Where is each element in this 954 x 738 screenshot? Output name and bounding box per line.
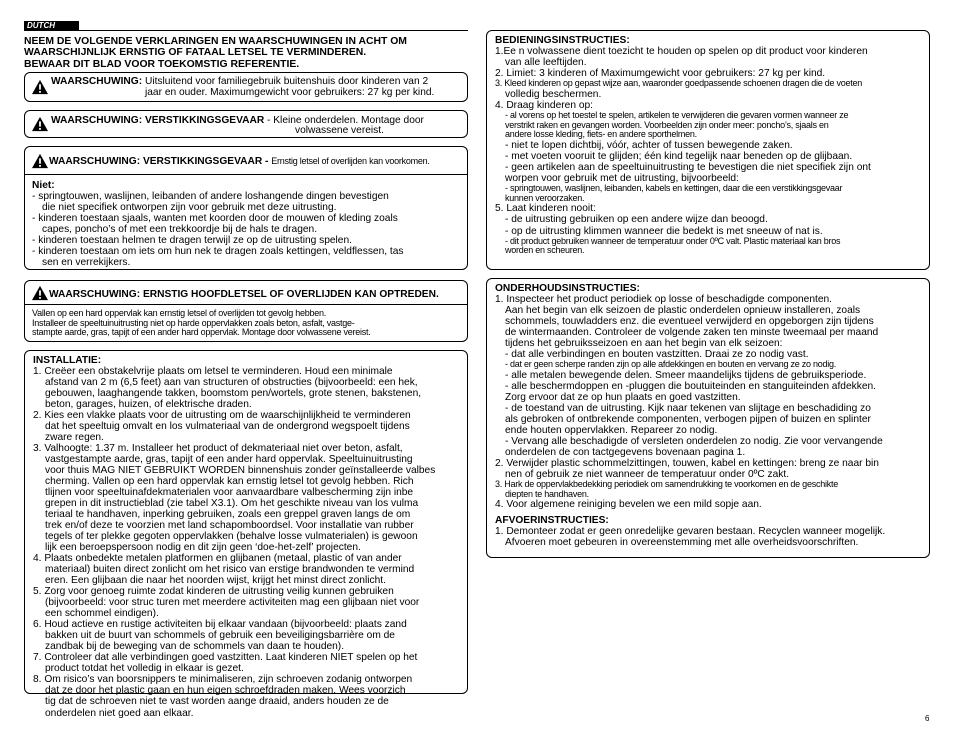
text-line: - dat er geen scherpe randen zijn op alle afdekkingen en bouten en vervang ze zo nodig. <box>505 359 836 370</box>
text-line: - met voeten vooruit te glijden; één kind tegelijk naar beneden op de glijbaan. <box>505 150 853 162</box>
list-item-line: die niet specifiek ontworpen zijn voor gebruik met deze uitrusting. <box>42 202 337 214</box>
text-line: volledig beschermen. <box>505 88 602 100</box>
warning-label: WAARSCHUWING: <box>51 76 143 87</box>
warning-triangle-icon <box>31 79 49 95</box>
text-line: verstrikt raken en gevangen worden. Voorbeelden zijn onder meer: poncho’s, sjaals en <box>505 119 829 130</box>
warning-triangle-icon <box>31 116 49 132</box>
list-item-line: tig dat de schroeven niet te vast worden aange draaid, anders houden ze de <box>45 696 389 708</box>
warning-label: WAARSCHUWING: ERNSTIG HOOFDLETSEL OF OVERLIJDEN KAN OPTREDEN. <box>49 289 439 300</box>
text-line: 1. Demonteer zodat er geen onredelijke gevaren bestaan. Recyclen wanneer mogelijk. <box>495 526 886 538</box>
list-item-line: bakken uit de buurt van schommels of gebruik een beveiligingsbarrière om de <box>45 630 395 642</box>
list-item <box>33 586 463 619</box>
text-line: 3. Kleed kinderen op gepast wijze aan, waaronder goedpassende schoenen dragen die de voeten <box>495 78 863 89</box>
list-item <box>32 191 462 213</box>
installation-list <box>33 366 463 719</box>
list-item-line: - kinderen toestaan sjaals, wanten met koorden door de mouwen of kleding zoals <box>32 213 398 225</box>
list-item-line: eren. Een glijbaan die naar het noorden wijst, krijgt het minst direct zonlicht. <box>45 575 386 587</box>
language-bar <box>24 21 468 31</box>
text-line: diepten te handhaven. <box>505 488 589 499</box>
text-line: worpen voor gebruik met de uitrusting, bijvoorbeeld: <box>505 173 739 185</box>
warning-box-head-injury <box>24 280 468 342</box>
warning-text-line2: volwassene vereist. <box>295 125 384 136</box>
list-item-line: 5. Zorg voor genoeg ruimte zodat kinderen de uitrusting veilig kunnen gebruiken <box>33 586 394 598</box>
list-item-line: grepen in dit instructieblad (zie tabel X3.1). Om het geschikte niveau van los vulma <box>45 498 419 510</box>
operating-list <box>495 46 925 256</box>
text-line: 2. Limiet: 3 kinderen of Maximumgewicht voor gebruikers: 27 kg per kind. <box>495 68 826 80</box>
list-item-line: capes, poncho’s of met een trekkoordje bij de hals te dragen. <box>42 224 318 236</box>
warning-text: - Kleine onderdelen. Montage door <box>267 115 424 126</box>
text-line: - op de uitrusting klimmen wanneer die bedekt is met sneeuw of nat is. <box>505 225 823 237</box>
text-line: nen of gebruik ze niet wanneer de temperatuur onder 0ºC zakt. <box>505 468 790 480</box>
list-item-line: cherming. Vallen op een hard oppervlak kan ernstig letsel tot gevolg hebben. Rich <box>45 476 414 488</box>
operating-title: BEDIENINGSINSTRUCTIES: <box>495 35 630 46</box>
list-item-line: 3. Valhoogte: 1.37 m. Installeer het product of dekmateriaal niet over beton, asfalt, <box>33 443 403 455</box>
list-item-line: beton, garages, huizen, of elektrische draden. <box>45 399 252 411</box>
text-line: 2. Verwijder plastic schommelzittingen, touwen, kabel en kettingen: breng ze naar bin <box>495 457 879 469</box>
warning-text-line2: jaar en ouder. Maximumgewicht voor gebruikers: 27 kg per kind. <box>145 87 435 98</box>
list-item-line: vastgestampte aarde, gras, tapijt of een ander hard oppervlak. Speeltuinuitrusting <box>45 454 413 466</box>
text-line: ende houten oppervlakken. Repareer zo nodig. <box>505 424 718 436</box>
text-line: tijdens het gebruiksseizoen en aan het begin van elk seizoen: <box>505 338 783 350</box>
text-line: van alle leeftijden. <box>505 57 587 69</box>
list-item <box>33 443 463 553</box>
list-item <box>33 366 463 410</box>
warning-text: Uitsluitend voor familiegebruik buitenshuis door kinderen van 2 <box>144 76 429 87</box>
warning-triangle-icon <box>31 153 49 169</box>
text-line: 4. Draag kinderen op: <box>495 99 593 111</box>
warning-text: Ernstig letsel of overlijden kan voorkomen. <box>271 156 430 166</box>
maintenance-title: ONDERHOUDSINSTRUCTIES: <box>495 283 640 294</box>
text-line: 1. Inspecteer het product periodiek op losse of beschadigde componenten. <box>495 294 832 306</box>
list-item-line: - springtouwen, waslijnen, leibanden of andere loshangende dingen bevestigen <box>32 191 389 203</box>
text-line: Zorg ervoor dat ze op hun plaats en goed vastzitten. <box>505 391 741 403</box>
text-line: andere losse kleding, fiets- en andere sporthelmen. <box>505 129 697 140</box>
text-line: Installeer de speeltuinuitrusting niet op harde oppervlakken zoals beton, asfalt, vastge- <box>32 317 355 328</box>
maintenance-list <box>495 294 925 510</box>
list-item-line: lijk een beroepspersoon nodig en dit zijn geen ‘doe-het-zelf’ projecten. <box>45 542 361 554</box>
list-item-line: onderdelen niet goed aan elkaar. <box>45 707 194 719</box>
list-item-line: voor thuis MAG NIET GEBRUIKT WORDEN binnenshuis zonder geïnstalleerde valbes <box>45 465 436 477</box>
list-item-line: 4. Plaats onbedekte metalen platformen en glijbanen (metaal, plastic of van ander <box>33 553 402 565</box>
text-line: - dit product gebruiken wanneer de temperatuur onder 0ºC valt. Plastic materiaal kan bros <box>505 235 841 246</box>
maintenance-box <box>486 278 930 558</box>
text-line: - alle metalen bewegende delen. Smeer maandelijks tijdens de gebruiksperiode. <box>505 369 867 381</box>
divider <box>25 174 467 175</box>
text-line: als gebroken of ontbrekende componenten, verbogen pijpen of buizen en splinter <box>505 413 871 425</box>
list-item-line: zandbak bij de beweging van de schommels van daan te houden). <box>45 641 345 653</box>
text-line: - de toestand van de uitrusting. Kijk naar tekenen van slijtage en beschadiding zo <box>505 402 871 414</box>
list-item-line: materiaal) buiten direct zonlicht om het risico van erstige brandwonden te vermind <box>45 564 415 576</box>
text-line: - niet te lopen dichtbij, vóór, achter of tussen bewegende zaken. <box>505 139 793 151</box>
text-line: 5. Laat kinderen nooit: <box>495 203 596 215</box>
text-line: de wintermaanden. Controleer de volgende zaken ten minste tweemaal per maand <box>505 327 879 339</box>
text-line: - dat alle verbindingen en bouten vastzitten. Draai ze zo nodig vast. <box>505 349 809 361</box>
warning-box-family-use <box>24 72 468 102</box>
list-item-line: - kinderen toestaan helmen te dragen terwijl ze op de uitrusting spelen. <box>32 235 352 247</box>
list-item-line: dat ze door het plastic gaan en hun eigen schroefdraden maken. Wees voorzich <box>45 685 406 697</box>
warning-lines <box>32 309 466 338</box>
list-item-line: een schommel eindigen). <box>45 608 159 620</box>
text-line: - al vorens op het toestel te spelen, artikelen te verwijderen die gevaren vormen wanneer ze <box>505 109 849 120</box>
list-item <box>32 213 462 235</box>
divider <box>25 304 467 305</box>
list-item-line: tegels of ter plekke gegoten oppervlakken (behalve losse vulmaterialen) is gewoon <box>45 531 418 543</box>
text-line: Vallen op een hard oppervlak kan ernstig letsel of overlijden tot gevolg hebben. <box>32 308 327 318</box>
list-item-line: 6. Houd actieve en rustige activiteiten bij elkaar vandaan (bijvoorbeeld: plaats zand <box>33 619 407 631</box>
text-line: Aan het begin van elk seizoen de plastic onderdelen opnieuw installeren, zoals <box>505 305 861 317</box>
text-line: 4. Voor algemene reiniging bevelen we een mild sopje aan. <box>495 499 762 511</box>
list-item-line: afstand van 2 m (6,5 feet) aan van structuren of obstructies (bijvoorbeeld: een hek, <box>45 377 418 389</box>
list-item <box>33 652 463 674</box>
list-item-line: 1. Creëer een obstakelvrije plaats om letsel te verminderen. Houd een minimale <box>33 366 393 378</box>
text-line: 1.Ee n volwassene dient toezicht te houden op spelen op dit product voor kinderen <box>495 46 868 58</box>
text-line: stampte aarde, gras, tapijt of een ander hard oppervlak. Montage door volwassene vereist. <box>32 327 371 338</box>
list-item-line: trek en/of deze te voorzien met land schapomboordsel. Voor installatie van rubber <box>45 520 414 532</box>
disposal-list <box>495 526 925 548</box>
warning-label: WAARSCHUWING: VERSTIKKINGSGEVAAR <box>51 115 265 126</box>
text-line: - de uitrusting gebruiken op een andere wijze dan beoogd. <box>505 214 768 226</box>
list-item <box>33 674 463 718</box>
list-item <box>33 410 463 443</box>
list-item-line: gebouwen, laaghangende takken, boomstom pen/wortels, grote stenen, bakstenen, <box>45 388 422 400</box>
page-number: 6 <box>925 714 930 723</box>
intro-heading: NEEM DE VOLGENDE VERKLARINGEN EN WAARSCHUWINGEN IN ACHT OM WAARSCHIJNLIJK ERNSTIG OF FATAAL LETSEL TE VERMINDEREN. BEWAAR DIT BLAD VOOR TOEKOMSTIG REFERENTIE. <box>24 36 407 70</box>
list-item-line: dat het speeltuig omvalt en los vulmateriaal van de ondergrond wegspoelt tijdens <box>45 421 410 433</box>
text-line: 3. Hark de oppervlakbedekking periodiek om samendrukking te voorkomen en de geschikte <box>495 478 838 489</box>
installation-title: INSTALLATIE: <box>33 355 102 366</box>
text-line: - Vervang alle beschadigde of versleten onderdelen zo nodig. Zie voor vervangende <box>505 435 883 447</box>
text-line: - geen artikelen aan de speeltuinuitrusting te bevestigen die niet specifiek zijn ont <box>505 162 871 173</box>
warning-box-strangulation <box>24 146 468 270</box>
list-item-line: 8. Om risico’s van boorsnippers te minimaliseren, zijn schroeven zodanig ontworpen <box>33 674 413 686</box>
text-line: Afvoeren moet gebeuren in overeenstemming met alle overheidsvoorschriften. <box>505 537 859 549</box>
text-line: - springtouwen, waslijnen, leibanden, kabels en kettingen, daar die een verstikkingsgevaar <box>505 183 843 194</box>
disposal-title: AFVOERINSTRUCTIES: <box>495 515 609 527</box>
list-item-line: teriaal te handhaven, inperking gebruiken, zoals een greppel graven langs de om <box>45 509 411 521</box>
list-item <box>33 619 463 652</box>
warning-box-small-parts <box>24 110 468 138</box>
text-line: onderdelen de con tactgegevens bovenaan pagina 1. <box>505 446 746 458</box>
text-line: schommels, touwladders enz. die eventueel verwijderd en opgeborgen zijn tijdens <box>505 316 874 328</box>
list-item-line: sen en verrekijkers. <box>42 257 131 269</box>
installation-box <box>24 350 468 719</box>
warning-label: WAARSCHUWING: VERSTIKKINGSGEVAAR - <box>49 156 269 167</box>
list-item-line: zware regen. <box>45 432 104 444</box>
list-item-line: tlijnen voor speeltuinafdekmaterialen voor aanvaardbare valbescherming zijn inbe <box>45 487 414 499</box>
warning-triangle-icon <box>31 285 49 301</box>
niet-list <box>32 191 462 268</box>
list-item-line: - kinderen toestaan om iets om hun nek te dragen zoals kettingen, veldflessen, tas <box>32 246 404 258</box>
language-tag: DUTCH <box>24 21 79 30</box>
list-item-line: product totdat het volledig in elkaar is gezet. <box>45 663 244 675</box>
text-line: - alle beschermdoppen en -pluggen die boutuiteinden en stanguiteinden afdekken. <box>505 380 876 392</box>
list-item <box>32 235 462 246</box>
text-line: kunnen veroorzaken. <box>505 192 585 203</box>
niet-label: Niet: <box>32 180 55 191</box>
operating-box <box>486 30 930 270</box>
text-line: worden en scheuren. <box>505 245 585 256</box>
list-item-line: (bijvoorbeeld: voor struc turen met meerdere activiteiten mag een glijbaan niet voor <box>45 597 420 609</box>
list-item-line: 2. Kies een vlakke plaats voor de uitrusting om de waarschijnlijkheid te verminderen <box>33 410 411 422</box>
list-item-line: 7. Controleer dat alle verbindingen goed vastzitten. Laat kinderen NIET spelen op het <box>33 652 418 664</box>
list-item <box>33 553 463 586</box>
list-item <box>32 246 462 268</box>
